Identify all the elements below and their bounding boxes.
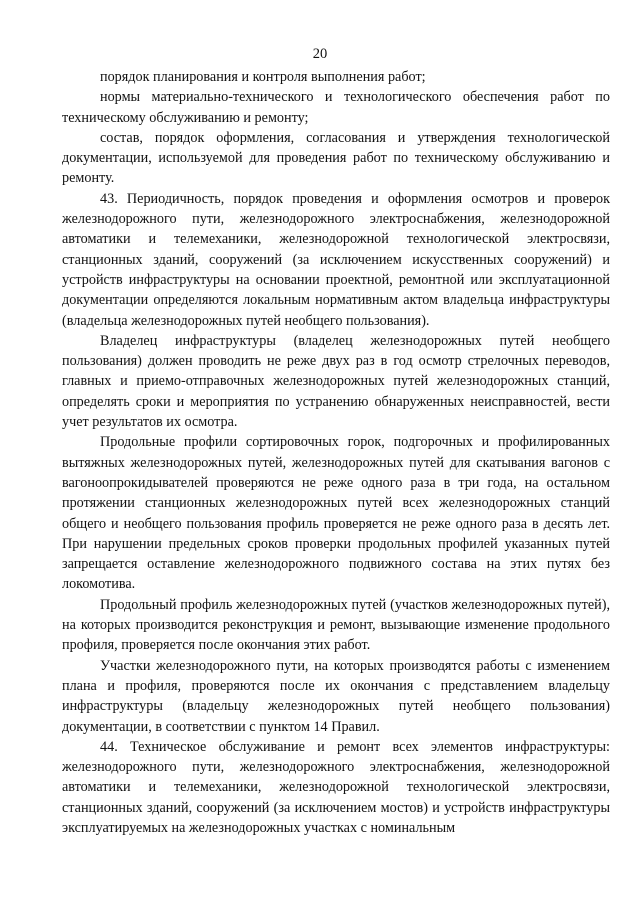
page-number: 20	[312, 46, 328, 62]
paragraph-6: Продольные профили сортировочных горок, подгорочных и профилированных вытяжных железнодорожных путей, железнодорожных путей для скатывания вагонов с вагоноопрокидывателей проверяются не реже одного раза в три года, на остальном протяжении станционных железнодорожных путей всех железнодорожных станций общего и необщего пользования профиль проверяется не реже одного раза в десять лет. При нарушении предельных сроков проверки продольных профилей указанных путей запрещается оставление железнодорожного подвижного состава на этих путях без локомотива.	[62, 434, 610, 593]
paragraph-2: нормы материально-технического и технологического обеспечения работ по техническому обслуживанию и ремонту;	[62, 89, 610, 126]
paragraph-9: 44. Техническое обслуживание и ремонт всех элементов инфраструктуры: железнодорожного пути, железнодорожного электроснабжения, железнодорожной автоматики и телемеханики, железнодорожной технологической электросвязи, станционных зданий, сооружений (за исключением мостов) и устройств инфраструктуры эксплуатируемых на железнодорожных участках с номинальным	[62, 738, 610, 836]
paragraph-5: Владелец инфраструктуры (владелец железнодорожных путей необщего пользования) должен проводить не реже двух раз в год осмотр стрелочных переводов, главных и приемо-отправочных железнодорожных путей железнодорожных станций, определять сроки и мероприятия по устранению обнаруженных неисправностей, вести учет результатов их осмотра.	[62, 332, 610, 431]
document-body	[62, 67, 610, 838]
paragraph-8: Участки железнодорожного пути, на которых производятся работы с изменением плана и профиля, проверяются после их окончания с представлением владельцу инфраструктуры (владельцу железнодорожных путей необщего пользования) документации, в соответствии с пунктом 14 Правил.	[62, 657, 610, 735]
paragraph-4: 43. Периодичность, порядок проведения и оформления осмотров и проверок железнодорожного пути, железнодорожного электроснабжения, железнодорожной автоматики и телемеханики, железнодорожной технологической электросвязи, станционных зданий, сооружений (за исключением искусственных сооружений) и устройств инфраструктуры на основании проектной, ремонтной или эксплуатационной документации определяются локальным нормативным актом владельца инфраструктуры (владельца железнодорожных путей необщего пользования).	[62, 190, 610, 329]
paragraph-1: порядок планирования и контроля выполнения работ;	[100, 69, 426, 85]
paragraph-3: состав, порядок оформления, согласования и утверждения технологической документации, используемой для проведения работ по техническому обслуживанию и ремонту.	[62, 129, 610, 187]
paragraph-7: Продольный профиль железнодорожных путей (участков железнодорожных путей), на которых производится реконструкция и ремонт, вызывающие изменение продольного профиля, проверяется после окончания этих работ.	[62, 596, 610, 654]
